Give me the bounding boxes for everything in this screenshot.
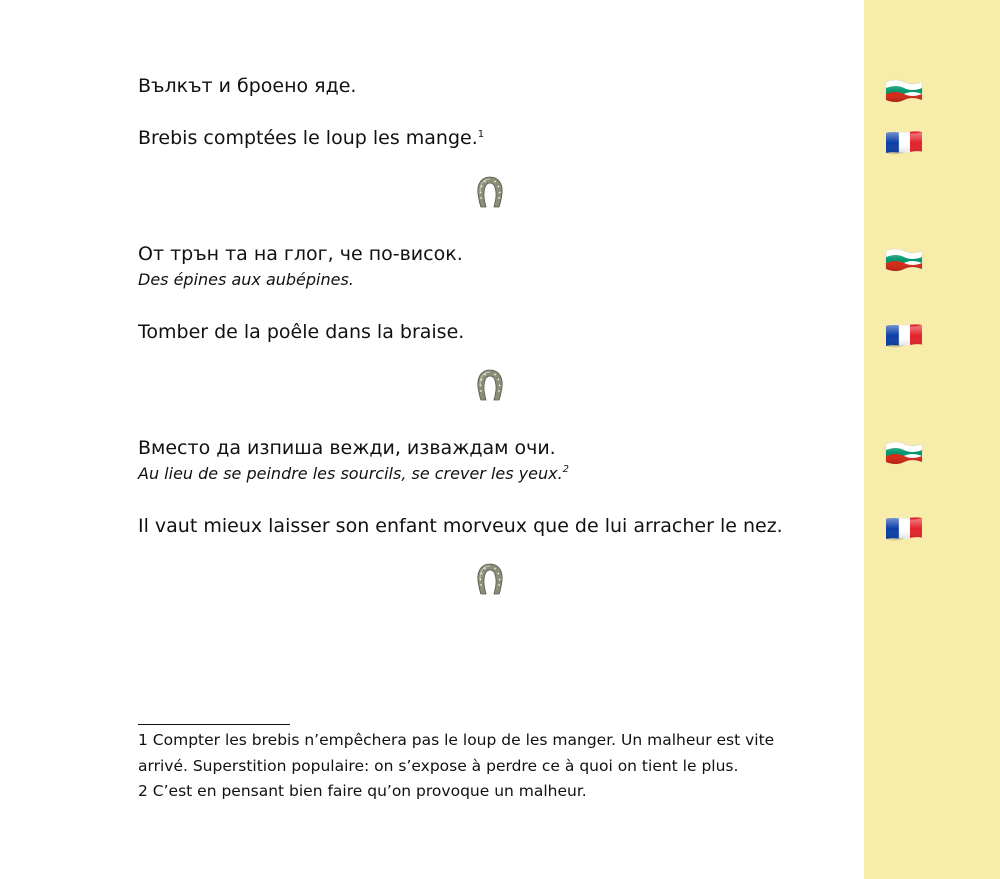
horseshoe-icon — [474, 367, 506, 403]
footnote-ref-1[interactable]: 1 — [477, 129, 485, 140]
footnote-1-line-1: 1 Compter les brebis n’empêchera pas le loup de les manger. Un malheur est vite — [138, 731, 775, 749]
proverb-bg-2: От трън та на глог, че по-висок. — [138, 243, 463, 265]
proverb-fr-3: Il vaut mieux laisser son enfant morveux que de lui arracher le nez. — [138, 515, 783, 537]
french-flag-icon — [884, 128, 924, 156]
proverb-bg-1: Вълкът и броено яде. — [138, 75, 357, 97]
bulgarian-flag-icon — [884, 246, 924, 274]
horseshoe-icon — [474, 561, 506, 597]
footnote-1-line-2: arrivé. Superstition populaire: on s’expose à perdre ce à quoi on tient le plus. — [138, 757, 739, 775]
footnote-ref-2[interactable]: 2 — [562, 464, 570, 475]
proverb-fr-2: Tomber de la poêle dans la braise. — [138, 321, 465, 343]
horseshoe-icon — [474, 174, 506, 210]
bulgarian-flag-icon — [884, 77, 924, 105]
proverb-fr-1: Brebis comptées le loup les mange.$^1$ — [138, 127, 485, 149]
bulgarian-flag-icon — [884, 439, 924, 467]
proverb-bg-2-translation: Des épines aux aubépines. — [138, 270, 354, 289]
footnote-2: 2 C’est en pensant bien faire qu’on provoque un malheur. — [138, 782, 587, 800]
proverb-bg-3: Вместо да изпиша вежди, изваждам очи. — [138, 437, 556, 459]
footnote-divider — [138, 724, 290, 725]
french-flag-icon — [884, 321, 924, 349]
proverb-bg-3-translation: Au lieu de se peindre les sourcils, se crever les yeux.$^2$ — [138, 464, 570, 483]
french-flag-icon — [884, 514, 924, 542]
